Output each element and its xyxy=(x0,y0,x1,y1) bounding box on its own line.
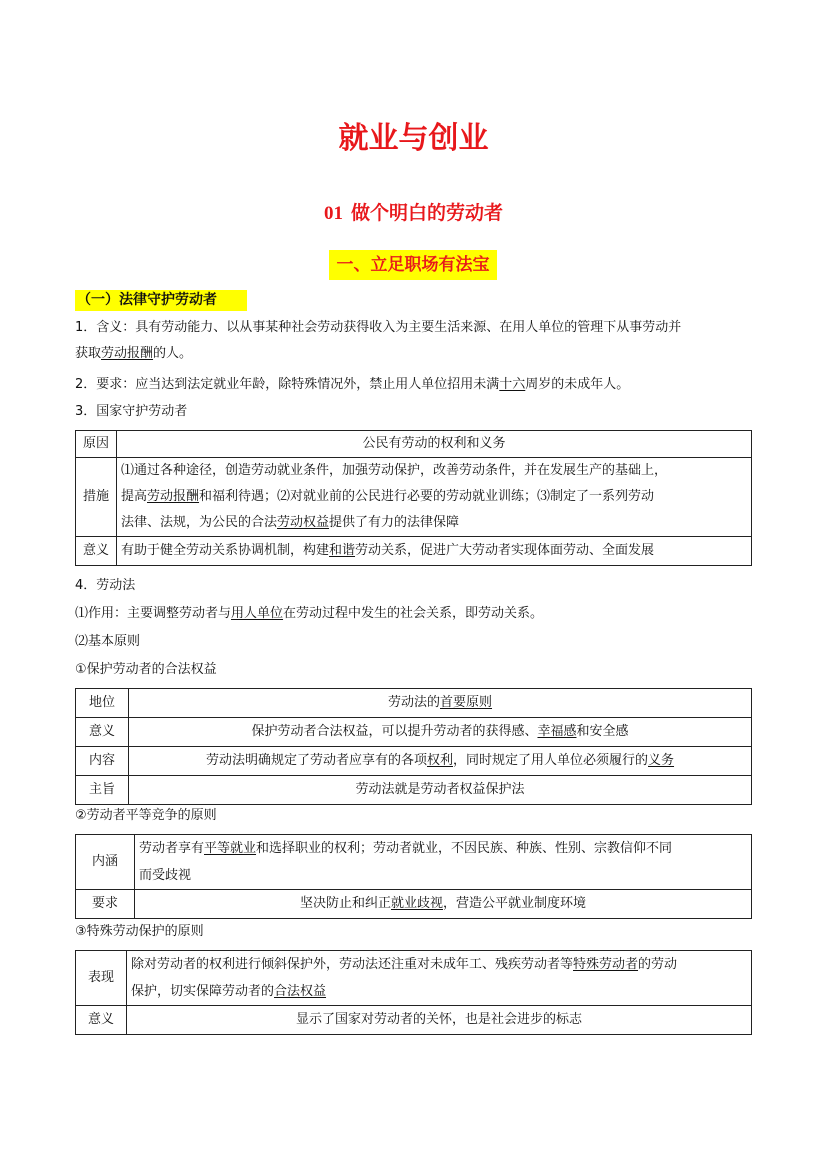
law-role: ⑴作用：主要调整劳动者与用人单位在劳动过程中发生的社会关系，即劳动关系。 xyxy=(75,606,544,621)
table-value: 除对劳动者的权利进行倾斜保护外，劳动法还注重对未成年工、残疾劳动者等特殊劳动者的劳动 保护，切实保障劳动者的合法权益 xyxy=(127,951,752,1006)
item-4: 4．劳动法 xyxy=(75,578,136,593)
table-row xyxy=(76,776,752,805)
law-principles: ⑵基本原则 xyxy=(75,634,141,649)
table-value: ⑴通过各种途径，创造劳动就业条件，加强劳动保护，改善劳动条件，并在发展生产的基础上， 提高劳动报酬和福利待遇；⑵对就业前的公民进行必要的劳动就业训练；⑶制定了一系列劳动 法律、法规，为公民的合法劳动权益提供了有力的法律保障 xyxy=(117,458,752,537)
table-row xyxy=(76,537,752,566)
sub-section-title: （一）法律守护劳动者 xyxy=(75,290,247,311)
section-title: 一、立足职场有法宝 xyxy=(329,250,497,280)
table-value: 显示了国家对劳动者的关怀，也是社会进步的标志 xyxy=(127,1006,752,1035)
protect-worker-table xyxy=(75,430,752,566)
table-row xyxy=(76,835,752,890)
table-value: 坚决防止和纠正就业歧视，营造公平就业制度环境 xyxy=(135,890,752,919)
table-value: 保护劳动者合法权益，可以提升劳动者的获得感、幸福感和安全感 xyxy=(129,718,752,747)
item-3: 3．国家守护劳动者 xyxy=(75,404,188,419)
table-key: 内容 xyxy=(76,747,129,776)
table-value: 有助于健全劳动关系协调机制，构建和谐劳动关系，促进广大劳动者实现体面劳动、全面发展 xyxy=(117,537,752,566)
table-key: 要求 xyxy=(76,890,135,919)
table-key: 内涵 xyxy=(76,835,135,890)
table-row xyxy=(76,718,752,747)
table-key: 原因 xyxy=(76,431,117,458)
table-key: 意义 xyxy=(76,537,117,566)
table-row xyxy=(76,689,752,718)
table-value: 公民有劳动的权利和义务 xyxy=(117,431,752,458)
table-row xyxy=(76,458,752,537)
principle-2-title: ②劳动者平等竞争的原则 xyxy=(75,808,217,823)
principle-1-title: ①保护劳动者的合法权益 xyxy=(75,662,217,677)
table-row xyxy=(76,951,752,1006)
item-2: 2．要求：应当达到法定就业年龄，除特殊情况外，禁止用人单位招用未满十六周岁的未成年人。 xyxy=(75,377,630,392)
table-key: 主旨 xyxy=(76,776,129,805)
item-1-line-1: 1．含义：具有劳动能力、以从事某种社会劳动获得收入为主要生活来源、在用人单位的管理下从事劳动并 xyxy=(75,320,682,335)
table-row xyxy=(76,747,752,776)
table-row xyxy=(76,890,752,919)
table-key: 措施 xyxy=(76,458,117,537)
table-value: 劳动者享有平等就业和选择职业的权利；劳动者就业，不因民族、种族、性别、宗教信仰不同 而受歧视 xyxy=(135,835,752,890)
principle-2-table xyxy=(75,834,752,919)
table-value: 劳动法明确规定了劳动者应享有的各项权利，同时规定了用人单位必须履行的义务 xyxy=(129,747,752,776)
lesson-title xyxy=(0,198,827,225)
main-title: 就业与创业 xyxy=(338,121,489,156)
table-value: 劳动法就是劳动者权益保护法 xyxy=(129,776,752,805)
table-key: 意义 xyxy=(76,718,129,747)
lesson-number: 01 xyxy=(323,203,343,224)
item-1-line-2: 获取劳动报酬的人。 xyxy=(75,346,193,361)
table-key: 意义 xyxy=(76,1006,127,1035)
table-value: 劳动法的首要原则 xyxy=(129,689,752,718)
table-row xyxy=(76,431,752,458)
principle-3-table xyxy=(75,950,752,1035)
principle-1-table xyxy=(75,688,752,805)
table-row xyxy=(76,1006,752,1035)
table-key: 表现 xyxy=(76,951,127,1006)
table-key: 地位 xyxy=(76,689,129,718)
principle-3-title: ③特殊劳动保护的原则 xyxy=(75,924,204,939)
lesson-title-text: 做个明白的劳动者 xyxy=(350,202,503,224)
